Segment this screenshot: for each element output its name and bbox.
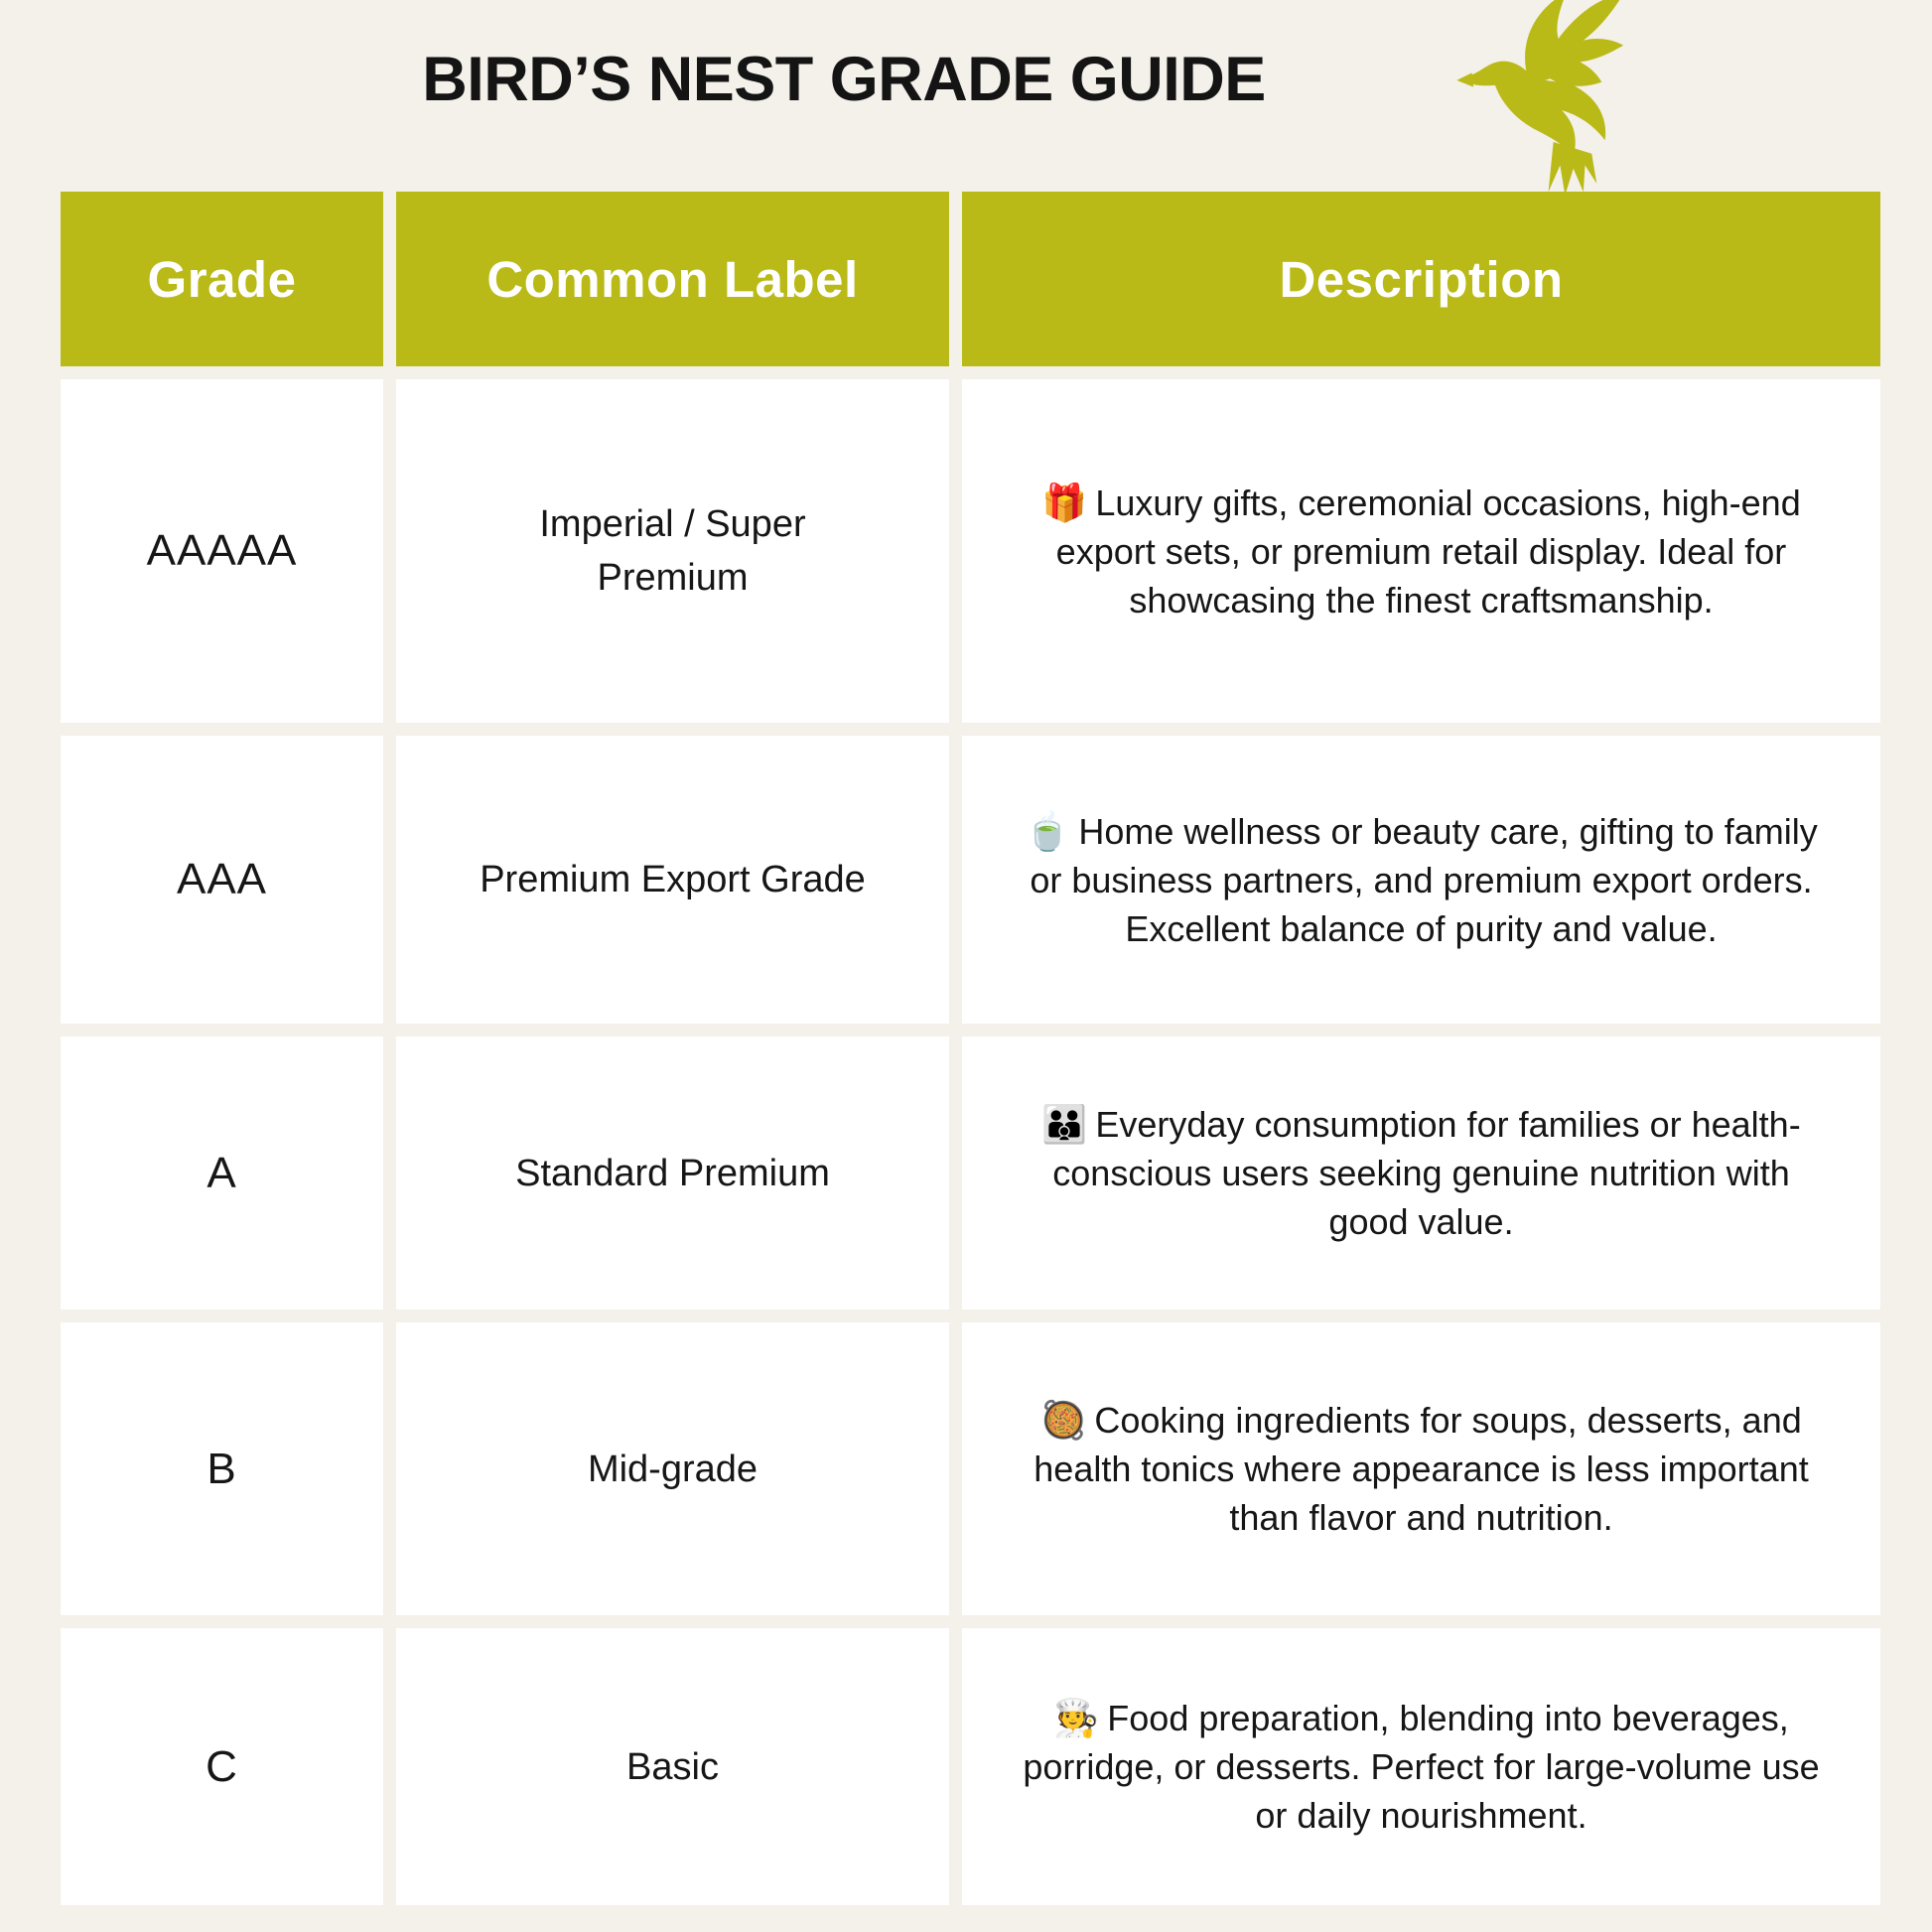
description-cell [962, 1036, 1880, 1310]
grade-value: AAAAA [146, 526, 298, 575]
description-text: Food preparation, blending into beverages, porridge, or desserts. Perfect for large-volume use or daily nourishment. [1023, 1698, 1820, 1836]
grade-value: A [207, 1148, 237, 1197]
common-label-value: Basic [626, 1745, 719, 1788]
description-value [1020, 479, 1823, 624]
grade-cell [61, 1036, 383, 1310]
common-label-value: Premium Export Grade [480, 859, 866, 900]
description-value [1020, 1694, 1823, 1840]
common-label-value: Standard Premium [515, 1152, 830, 1194]
description-text: Home wellness or beauty care, gifting to family or business partners, and premium export orders. Excellent balance of purity and value. [1030, 810, 1818, 949]
grade-cell [61, 736, 383, 1024]
family-emoji: 👪 [1041, 1104, 1088, 1145]
common-label-value: Mid-grade [587, 1448, 759, 1490]
description-value [1020, 1100, 1823, 1246]
column-header-grade [61, 192, 383, 366]
common-label-cell [396, 1036, 949, 1310]
grade-value: B [207, 1444, 237, 1493]
description-cell [962, 1628, 1880, 1905]
grade-cell [61, 1628, 383, 1905]
common-label-cell [396, 736, 949, 1024]
grade-cell [61, 379, 383, 723]
description-text: Cooking ingredients for soups, desserts, and health tonics where appearance is less important than flavor and nutrition. [1034, 1400, 1809, 1538]
description-cell [962, 736, 1880, 1024]
column-header-label: Common Label [486, 250, 859, 308]
page-title: BIRD’S NEST GRADE GUIDE [422, 45, 1266, 114]
description-value [1020, 807, 1823, 953]
column-header-label: Description [1279, 250, 1564, 308]
description-cell [962, 1322, 1880, 1615]
cook-emoji: 🧑‍🍳 [1053, 1698, 1100, 1738]
gift-emoji: 🎁 [1041, 482, 1088, 523]
common-label-cell [396, 1322, 949, 1615]
grade-value: AAA [176, 855, 268, 903]
dove-icon [1451, 0, 1662, 199]
description-text: Everyday consumption for families or health-conscious users seeking genuine nutrition with good value. [1052, 1104, 1801, 1242]
common-label-cell [396, 379, 949, 723]
column-header-common-label [396, 192, 949, 366]
common-label-value: Imperial / Super Premium [539, 503, 806, 599]
grade-value: C [206, 1741, 238, 1791]
column-header-description [962, 192, 1880, 366]
common-label-cell [396, 1628, 949, 1905]
description-text: Luxury gifts, ceremonial occasions, high-end export sets, or premium retail display. Ideal for showcasing the finest craftsmanship. [1055, 482, 1801, 621]
grade-table [61, 192, 1880, 1905]
grade-cell [61, 1322, 383, 1615]
pan-of-food-emoji: 🥘 [1040, 1400, 1087, 1441]
column-header-label: Grade [147, 250, 297, 308]
description-cell [962, 379, 1880, 723]
description-value [1020, 1396, 1823, 1542]
teacup-emoji: 🍵 [1025, 810, 1071, 852]
